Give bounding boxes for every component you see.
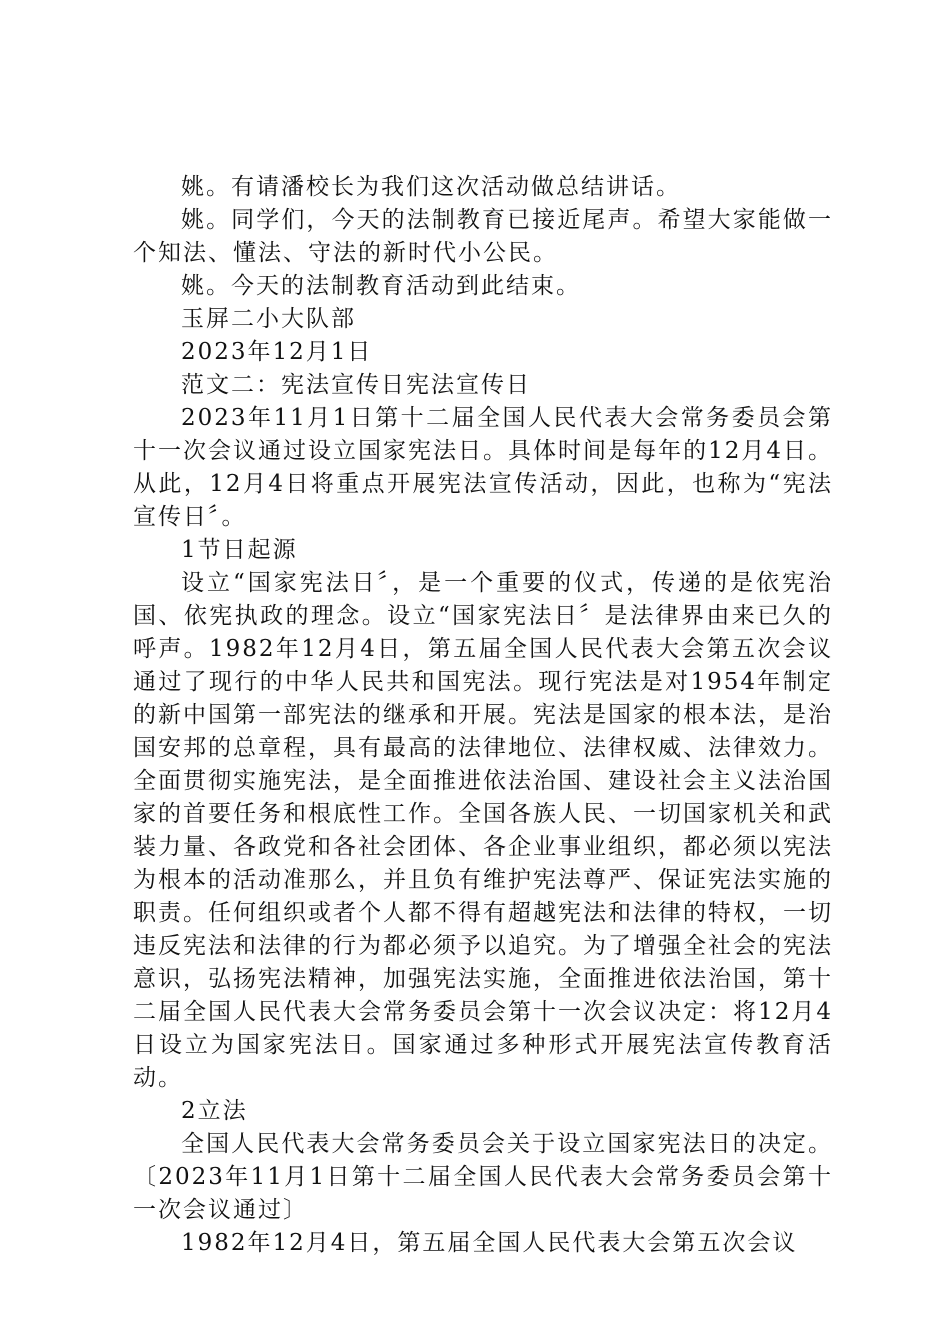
paragraph: 姚。今天的法制教育活动到此结束。 [181,273,581,299]
paragraph: 设立“国家宪法日〞，是一个重要的仪式，传递的是依宪治国、依宪执政的理念。设立“国家宪法日〞是法律界由来已久的呼声。1982年12月4日，第五届全国人民代表大会第五次会议通过了现行的中华人民共和国宪法。现行宪法是对1954年制定的新中国第一部宪法的继承和开展。宪法是国家的根本法，是治国安邦的总章程，具有最高的法律地位、法律权威、法律效力。全面贯彻实施宪法，是全面推进依法治国、建设社会主义法治国家的首要任务和根底性工作。全国各族人民、一切国家机关和武装力量、各政党和各社会团体、各企业事业组织，都必须以宪法为根本的活动准那么，并且负有维护宪法尊严、保证宪法实施的职责。任何组织或者个人都不得有超越宪法和法律的特权，一切违反宪法和法律的行为都必须予以追究。为了增强全社会的宪法意识，弘扬宪法精神，加强宪法实施，全面推进依法治国，第十二届全国人民代表大会常务委员会第十一次会议决定：将12月4日设立为国家宪法日。国家通过多种形式开展宪法宣传教育活动。 [133,570,833,1091]
document-body [133,171,833,1260]
section-heading: 2立法 [181,1098,248,1124]
paragraph: 2023年11月1日第十二届全国人民代表大会常务委员会第十一次会议通过设立国家宪法日。具体时间是每年的12月4日。从此，12月4日将重点开展宪法宣传活动，因此，也称为“宪法宣传日〞。 [133,405,833,530]
paragraph: 全国人民代表大会常务委员会关于设立国家宪法日的决定。〔2023年11月1日第十二届全国人民代表大会常务委员会第十一次会议通过〕 [133,1131,833,1223]
section-heading: 1节日起源 [181,537,298,563]
signature-org: 玉屏二小大队部 [181,306,356,332]
signature-date: 2023年12月1日 [181,339,373,365]
paragraph: 姚。同学们，今天的法制教育已接近尾声。希望大家能做一个知法、懂法、守法的新时代小公民。 [133,207,833,266]
paragraph: 姚。有请潘校长为我们这次活动做总结讲话。 [181,174,681,200]
paragraph: 1982年12月4日，第五届全国人民代表大会第五次会议 [181,1230,798,1256]
section-title: 范文二：宪法宣传日宪法宣传日 [181,372,531,398]
